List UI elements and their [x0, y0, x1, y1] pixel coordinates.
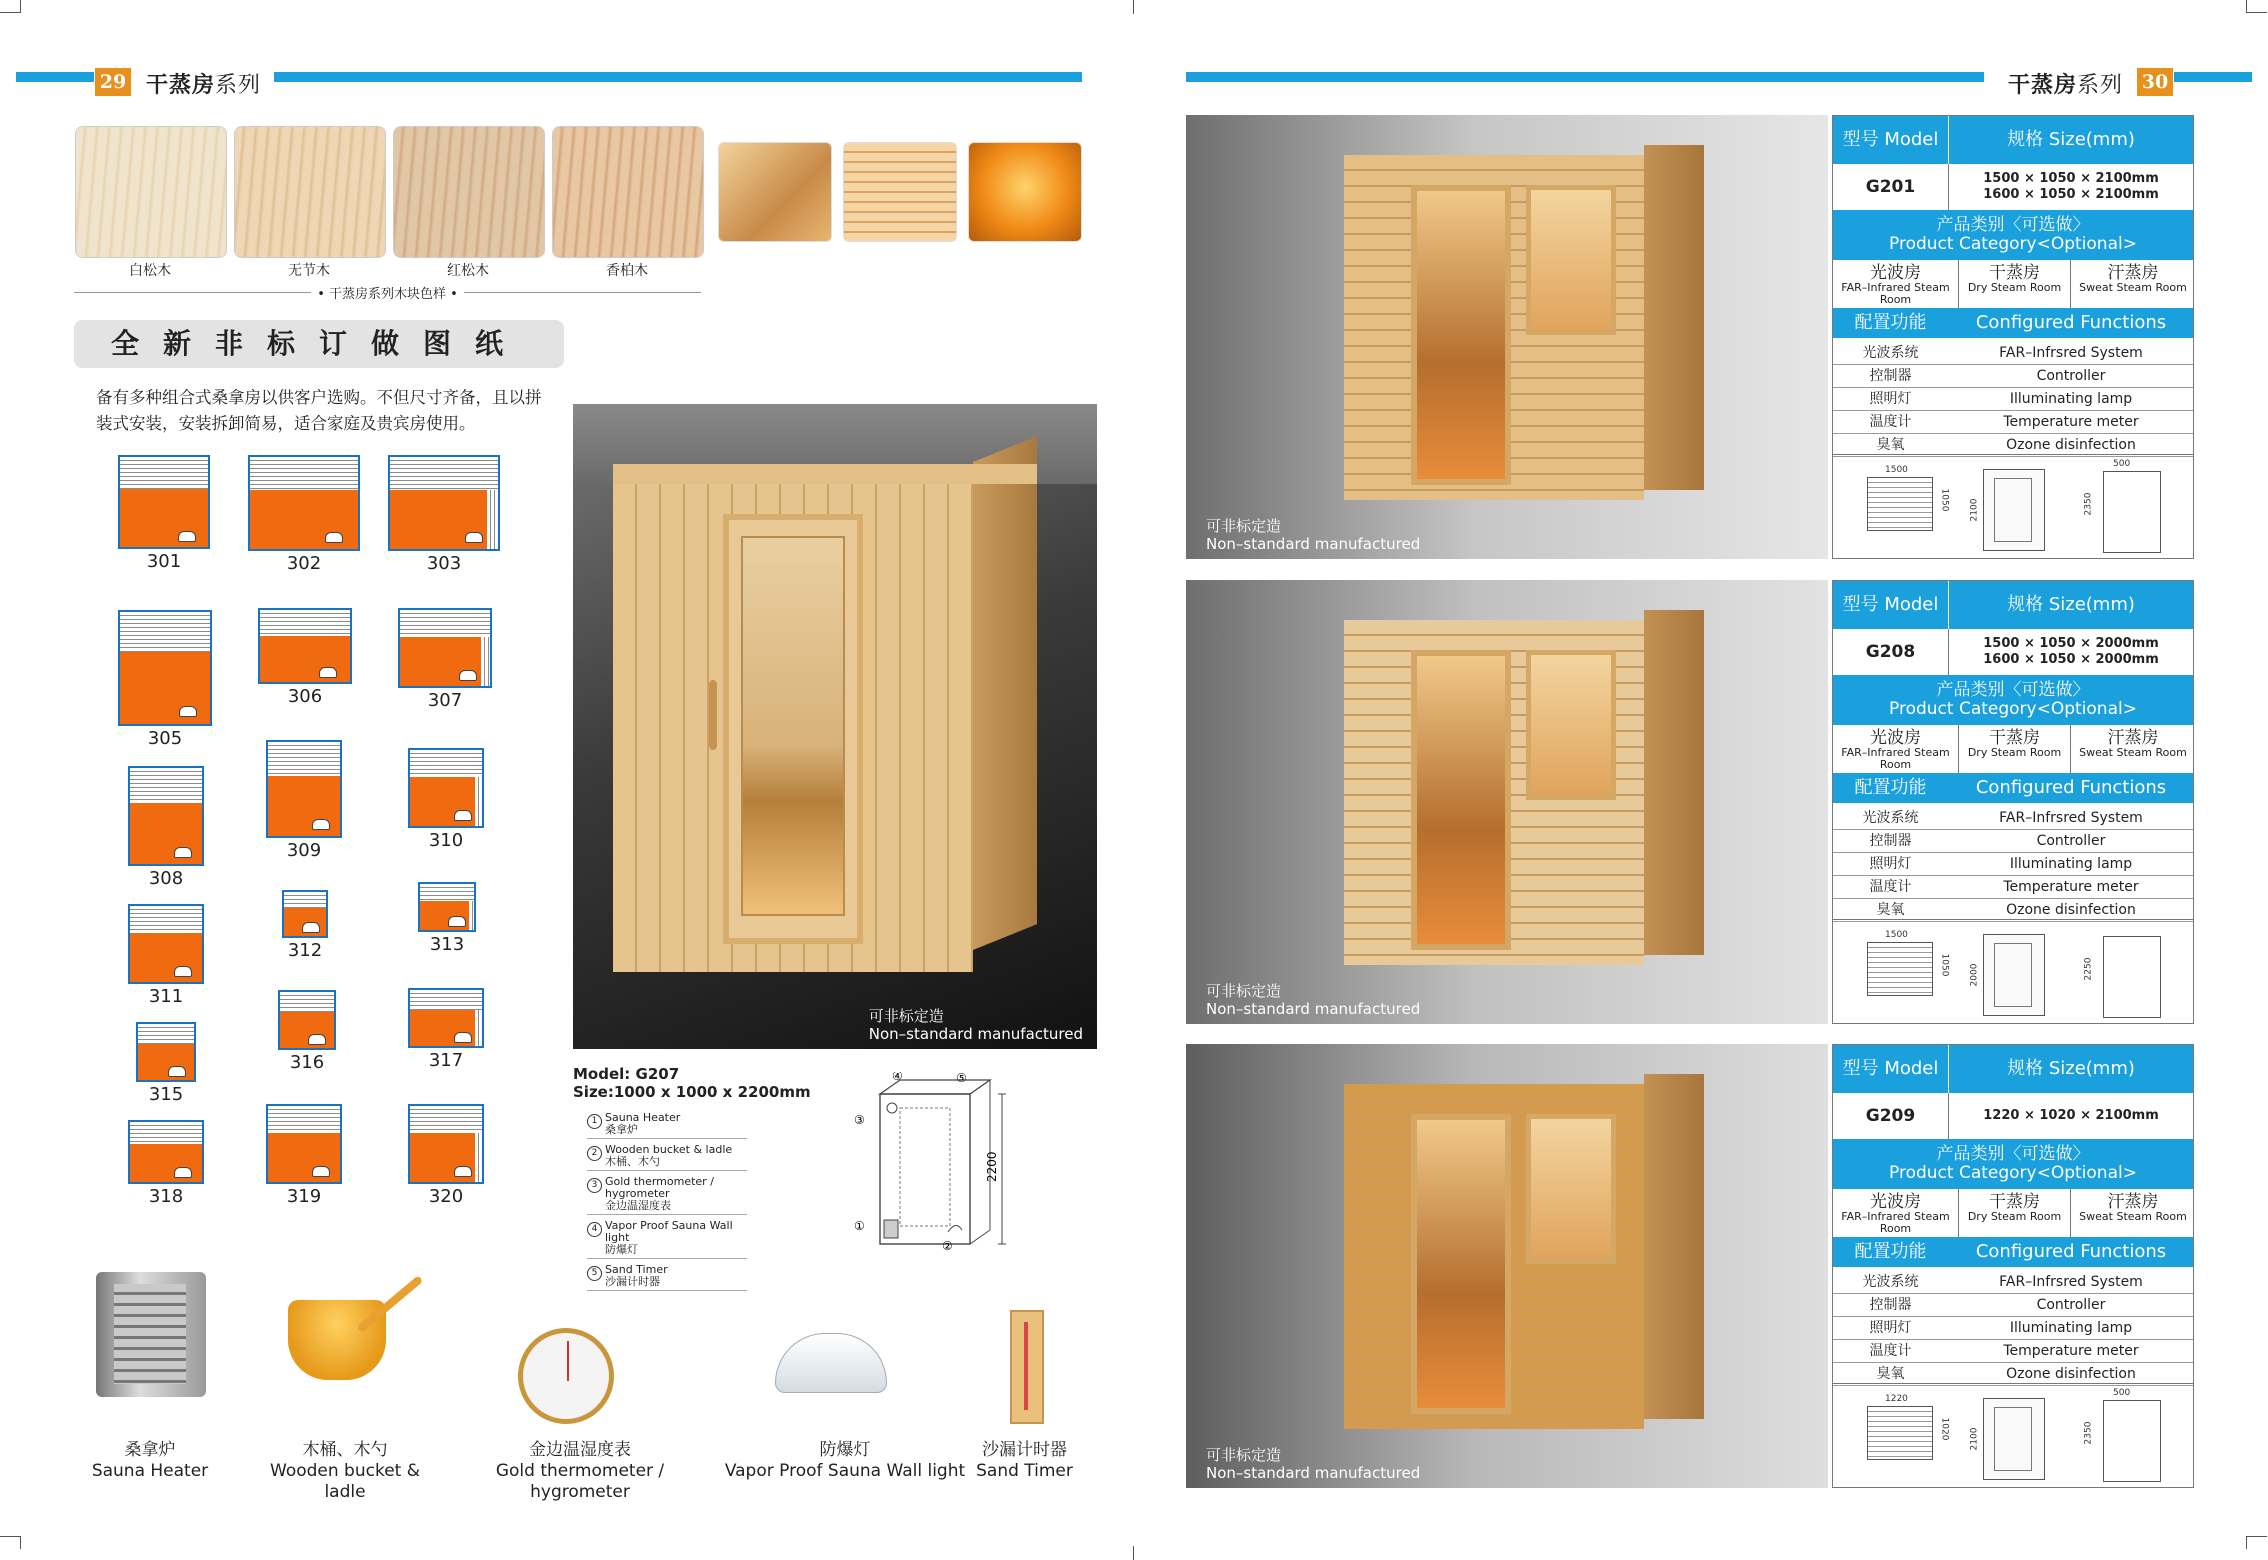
item-en: Sauna Heater — [605, 1111, 681, 1124]
bench-area — [130, 1122, 202, 1146]
item-cn: 防爆灯 — [605, 1243, 638, 1256]
heater-marker — [302, 922, 320, 933]
floor-plan — [408, 988, 484, 1048]
sauna-window — [1526, 185, 1616, 335]
function-row: 光波系统 FAR–Infrsred System — [1833, 807, 2193, 830]
item-cn: 桑拿炉 — [605, 1123, 638, 1136]
floor-plan — [266, 1104, 342, 1184]
spec-table-g201 — [1832, 115, 2194, 559]
function-row: 控制器 Controller — [1833, 365, 2193, 388]
thermometer-needle — [567, 1341, 569, 1381]
dim-height: 2100 — [1969, 498, 1980, 522]
heater-marker — [454, 1032, 472, 1043]
item-number: 2 — [587, 1146, 602, 1161]
floor-plan — [266, 740, 342, 838]
dim-height: 2100 — [1969, 1427, 1980, 1451]
dimension-drawings — [1833, 454, 2193, 559]
category-type: 光波房 FAR–Infrared Steam Room — [1833, 725, 1959, 773]
dim-plan-top — [1867, 1406, 1933, 1460]
crop-mark — [0, 0, 21, 13]
heater-marker — [312, 819, 330, 830]
dim-door — [1994, 1407, 2032, 1471]
wood-swatch-white-pine — [75, 126, 227, 258]
swatch-label: 白松木 — [129, 263, 171, 279]
schematic-height-label: 2200 — [985, 1151, 999, 1182]
function-row: 照明灯 Illuminating lamp — [1833, 388, 2193, 411]
bench-area — [400, 610, 490, 639]
function-list — [1833, 807, 2193, 922]
floor-plan — [118, 455, 210, 549]
heater-marker — [168, 1066, 186, 1077]
floor-plan-label: 305 — [147, 728, 183, 749]
heater-vents — [114, 1284, 186, 1384]
floor-plan — [408, 748, 484, 828]
floor-plan — [136, 1022, 196, 1082]
bench-area — [250, 457, 358, 492]
bench-area — [268, 742, 340, 778]
sauna-interior-photo — [968, 142, 1082, 242]
sauna-interior-photo — [718, 142, 832, 242]
bench-area — [410, 1106, 482, 1135]
wooden-bucket-image — [288, 1300, 386, 1380]
sauna-door — [1411, 185, 1511, 485]
item-en: Gold thermometer / hygrometer — [605, 1175, 714, 1200]
dim-width: 1500 — [1885, 465, 1908, 475]
series-title: 干蒸房系列 — [2008, 73, 2124, 98]
function-row: 照明灯 Illuminating lamp — [1833, 1317, 2193, 1340]
side-bench — [469, 901, 474, 930]
category-type: 汗蒸房 Sweat Steam Room — [2079, 728, 2187, 759]
function-row: 温度计 Temperature meter — [1833, 876, 2193, 899]
function-list — [1833, 342, 2193, 457]
thermometer-image — [518, 1328, 614, 1424]
item-en: Vapor Proof Sauna Wall light — [605, 1219, 733, 1244]
size-values — [1949, 1093, 2193, 1124]
size-value: 1220 × 1020 × 2100mm — [1983, 1108, 2159, 1123]
spec-table-g209 — [1832, 1044, 2194, 1488]
category-header: 产品类别〈可选做〉 Product Category<Optional> — [1833, 210, 2193, 260]
sand-timer-image — [1010, 1310, 1044, 1424]
side-bench — [475, 1133, 482, 1182]
floor-plan — [418, 882, 476, 932]
accessory-sand-timer: 沙漏计时器 Sand Timer — [976, 1440, 1073, 1481]
item-cn: 木桶、木勺 — [605, 1155, 660, 1168]
schematic-callout: ① — [854, 1219, 865, 1233]
product-photo — [1186, 115, 1828, 559]
heater-marker — [174, 966, 192, 977]
wood-swatch-knotless — [234, 126, 386, 258]
accessory-list-item — [587, 1220, 747, 1259]
dim-width: 1500 — [1885, 930, 1908, 940]
bench-area — [268, 1106, 340, 1135]
photo-note: 可非标定造 Non–standard manufactured — [1206, 1446, 1421, 1482]
door-handle — [709, 680, 717, 750]
floor-plan — [248, 455, 360, 551]
model-row — [1833, 1093, 2193, 1140]
page-number: 30 — [2137, 68, 2173, 96]
sauna-cabin-side — [973, 436, 1037, 950]
schematic-callout: ② — [942, 1239, 953, 1252]
dim-total-height: 2350 — [2083, 492, 2094, 516]
product-photo — [1186, 580, 1828, 1024]
bench-area — [130, 906, 202, 935]
swatch-label: 香柏木 — [606, 263, 648, 279]
function-row: 照明灯 Illuminating lamp — [1833, 853, 2193, 876]
header-bar — [1186, 72, 1984, 82]
category-type: 光波房 FAR–Infrared Steam Room — [1833, 260, 1959, 308]
dim-clearance: 500 — [2113, 459, 2131, 469]
function-row: 光波系统 FAR–Infrsred System — [1833, 1271, 2193, 1294]
sand-timer-glass — [1024, 1322, 1028, 1410]
heater-marker — [459, 670, 477, 681]
config-header: 配置功能 Configured Functions — [1833, 1237, 2193, 1267]
item-cn: 金边温湿度表 — [605, 1199, 671, 1212]
floor-plan — [408, 1104, 484, 1184]
spec-header: 型号 Model 规格 Size(mm) — [1833, 1045, 2193, 1093]
function-row: 温度计 Temperature meter — [1833, 1340, 2193, 1363]
category-type: 干蒸房 Dry Steam Room — [1959, 725, 2071, 773]
dim-door — [1994, 478, 2032, 542]
floor-plan — [258, 608, 352, 684]
accessory-thermometer: 金边温湿度表 Gold thermometer / hygrometer — [495, 1440, 665, 1502]
sauna-schematic-diagram — [830, 1072, 1010, 1252]
dimension-drawings — [1833, 919, 2193, 1024]
heater-marker — [174, 847, 192, 858]
floor-plan — [128, 904, 204, 984]
function-row: 臭氧 Ozone disinfection — [1833, 1363, 2193, 1386]
floor-plan-label: 309 — [286, 840, 322, 861]
bench-area — [410, 750, 482, 779]
dim-front-view — [1983, 934, 2045, 1016]
model-code: G201 — [1833, 164, 1949, 210]
floor-plan — [278, 990, 336, 1050]
accessory-list-item — [587, 1264, 747, 1291]
floor-plan-label: 315 — [148, 1084, 184, 1105]
heater-marker — [308, 1034, 326, 1045]
door-glass — [741, 536, 845, 916]
heater-marker — [174, 1167, 192, 1178]
dim-total-height: 2350 — [2083, 1421, 2094, 1445]
sauna-cabin-roof — [613, 464, 1037, 484]
dim-front-view — [1983, 469, 2045, 551]
side-bench — [475, 777, 482, 826]
dim-height: 2000 — [1969, 963, 1980, 987]
category-type: 干蒸房 Dry Steam Room — [1959, 1189, 2071, 1237]
sauna-cabin-side — [1644, 1074, 1704, 1419]
floor-plan-label: 316 — [289, 1052, 325, 1073]
side-bench — [481, 637, 490, 686]
schematic-callout: ④ — [892, 1072, 903, 1083]
item-en: Sand Timer — [605, 1263, 668, 1276]
model-spec: Model: G207 Size:1000 x 1000 x 2200mm — [573, 1065, 811, 1101]
swatch-label: 无节木 — [288, 263, 330, 279]
floor-plan-label: 308 — [148, 868, 184, 889]
sauna-door — [723, 514, 863, 944]
item-number: 1 — [587, 1114, 602, 1129]
spec-header: 型号 Model 规格 Size(mm) — [1833, 116, 2193, 164]
sauna-window — [1526, 650, 1616, 800]
sauna-heater-image — [96, 1272, 206, 1397]
bench-area — [120, 612, 210, 654]
category-type: 汗蒸房 Sweat Steam Room — [2079, 1192, 2187, 1223]
crop-mark — [1133, 1546, 1134, 1560]
sauna-window — [1526, 1114, 1616, 1264]
item-cn: 沙漏计时器 — [605, 1275, 660, 1288]
accessory-wooden-bucket: 木桶、木勺 Wooden bucket & ladle — [270, 1440, 420, 1502]
spec-header: 型号 Model 规格 Size(mm) — [1833, 581, 2193, 629]
dim-total-height: 2250 — [2083, 957, 2094, 981]
floor-plan-label: 311 — [148, 986, 184, 1007]
dim-clearance: 500 — [2113, 1388, 2131, 1398]
heater-marker — [465, 532, 483, 543]
floor-plan — [282, 890, 328, 938]
bench-area — [260, 610, 350, 638]
product-photo — [1186, 1044, 1828, 1488]
heater-marker — [325, 532, 343, 543]
category-types — [1833, 725, 2193, 774]
floor-plan-label: 317 — [428, 1050, 464, 1071]
category-types — [1833, 260, 2193, 309]
dim-depth: 1050 — [1939, 488, 1950, 512]
heater-marker — [448, 916, 466, 927]
floor-plan — [128, 1120, 204, 1184]
size-values — [1949, 629, 2193, 668]
wood-swatch-cedar — [552, 126, 704, 258]
dim-side-view — [2103, 471, 2161, 553]
floor-plan-label: 319 — [286, 1186, 322, 1207]
header-bar — [274, 72, 1082, 82]
floor-plan-label: 312 — [287, 940, 323, 961]
item-number: 5 — [587, 1266, 602, 1281]
dim-door — [1994, 943, 2032, 1007]
heater-marker — [178, 531, 196, 542]
floor-plan — [118, 610, 212, 726]
size-value: 1500 × 1050 × 2100mm — [1983, 171, 2159, 186]
floor-plan-label: 302 — [286, 553, 322, 574]
sauna-door — [1411, 1114, 1511, 1414]
dim-plan-top — [1867, 942, 1933, 996]
dim-depth: 1020 — [1939, 1417, 1950, 1441]
schematic-callout: ⑤ — [956, 1072, 967, 1085]
crop-mark — [1133, 0, 1134, 14]
bench-area — [130, 768, 202, 805]
dim-front-view — [1983, 1398, 2045, 1480]
intro-text: 备有多种组合式桑拿房以供客户选购。不但尺寸齐备，且以拼装式安装，安装拆卸简易，适合家庭及贵宾房使用。 — [96, 388, 542, 433]
product-photo-g207 — [573, 404, 1097, 1049]
dim-width: 1220 — [1885, 1394, 1908, 1404]
category-type: 汗蒸房 Sweat Steam Room — [2079, 263, 2187, 294]
sauna-door — [1411, 650, 1511, 950]
size-value: 1500 × 1050 × 2000mm — [1983, 636, 2159, 651]
config-header: 配置功能 Configured Functions — [1833, 308, 2193, 338]
wood-swatch-red-pine — [393, 126, 545, 258]
model-code: G209 — [1833, 1093, 1949, 1139]
accessory-list-item — [587, 1112, 747, 1139]
model-row — [1833, 164, 2193, 211]
section-title: 全新非标订做图纸 — [74, 320, 564, 368]
dimension-drawings — [1833, 1383, 2193, 1488]
photo-note: 可非标定造 Non–standard manufactured — [868, 1007, 1083, 1043]
heater-marker — [312, 1166, 330, 1177]
floor-plan-label: 313 — [429, 934, 465, 955]
heater-marker — [454, 1166, 472, 1177]
function-list — [1833, 1271, 2193, 1386]
crop-mark — [2246, 1536, 2267, 1549]
bench-area — [390, 457, 498, 492]
function-row: 光波系统 FAR–Infrsred System — [1833, 342, 2193, 365]
swatch-caption: • 干蒸房系列木块色样 • — [74, 283, 701, 302]
series-title: 干蒸房系列 — [146, 73, 262, 98]
accessory-sauna-heater: 桑拿炉 Sauna Heater — [91, 1440, 209, 1481]
bench-area — [410, 990, 482, 1012]
heater-marker — [179, 706, 197, 717]
heater-marker — [454, 810, 472, 821]
function-row: 臭氧 Ozone disinfection — [1833, 899, 2193, 922]
floor-plan-label: 318 — [148, 1186, 184, 1207]
spec-table-g208 — [1832, 580, 2194, 1024]
accessory-list-item — [587, 1144, 747, 1171]
model-code: G208 — [1833, 629, 1949, 675]
bench-area — [138, 1024, 194, 1046]
item-number: 3 — [587, 1178, 602, 1193]
photo-note: 可非标定造 Non–standard manufactured — [1206, 982, 1421, 1018]
crop-mark — [2246, 0, 2267, 13]
dim-plan-top — [1867, 477, 1933, 531]
floor-plan-label: 303 — [426, 553, 462, 574]
floor-plan-label: 307 — [427, 690, 463, 711]
category-header: 产品类别〈可选做〉 Product Category<Optional> — [1833, 675, 2193, 725]
dim-depth: 1050 — [1939, 953, 1950, 977]
page-number: 29 — [95, 68, 131, 96]
size-value: 1600 × 1050 × 2100mm — [1983, 187, 2159, 202]
crop-mark — [0, 1536, 21, 1549]
accessory-list — [587, 1112, 747, 1296]
item-en: Wooden bucket & ladle — [605, 1143, 733, 1156]
function-row: 臭氧 Ozone disinfection — [1833, 434, 2193, 457]
header-bar — [2174, 72, 2252, 82]
floor-plan-label: 301 — [146, 551, 182, 572]
swatch-label: 红松木 — [447, 263, 489, 279]
bench-area — [280, 992, 334, 1014]
floor-plan — [128, 766, 204, 866]
category-type: 光波房 FAR–Infrared Steam Room — [1833, 1189, 1959, 1237]
category-header: 产品类别〈可选做〉 Product Category<Optional> — [1833, 1139, 2193, 1189]
dim-side-view — [2103, 1400, 2161, 1482]
floor-plan — [388, 455, 500, 551]
category-types — [1833, 1189, 2193, 1238]
floor-plan-label: 310 — [428, 830, 464, 851]
floor-plan-label: 306 — [287, 686, 323, 707]
category-type: 干蒸房 Dry Steam Room — [1959, 260, 2071, 308]
heater-marker — [319, 667, 337, 678]
dim-side-view — [2103, 936, 2161, 1018]
wall-light-image — [775, 1333, 887, 1393]
accessory-wall-light: 防爆灯 Vapor Proof Sauna Wall light — [724, 1440, 966, 1481]
function-row: 温度计 Temperature meter — [1833, 411, 2193, 434]
accessory-list-item — [587, 1176, 747, 1215]
floor-plan — [398, 608, 492, 688]
sauna-cabin-side — [1644, 145, 1704, 490]
config-header: 配置功能 Configured Functions — [1833, 773, 2193, 803]
size-value: 1600 × 1050 × 2000mm — [1983, 652, 2159, 667]
header-bar — [16, 72, 94, 82]
schematic-callout: ③ — [854, 1113, 865, 1127]
function-row: 控制器 Controller — [1833, 1294, 2193, 1317]
function-row: 控制器 Controller — [1833, 830, 2193, 853]
model-row — [1833, 629, 2193, 676]
bench-area — [120, 457, 208, 491]
size-values — [1949, 164, 2193, 203]
photo-note: 可非标定造 Non–standard manufactured — [1206, 517, 1421, 553]
floor-plan-label: 320 — [428, 1186, 464, 1207]
item-number: 4 — [587, 1222, 602, 1237]
side-bench — [487, 490, 498, 549]
sauna-cabin-side — [1644, 610, 1704, 955]
side-bench — [475, 1010, 482, 1046]
sauna-interior-photo — [843, 142, 957, 242]
